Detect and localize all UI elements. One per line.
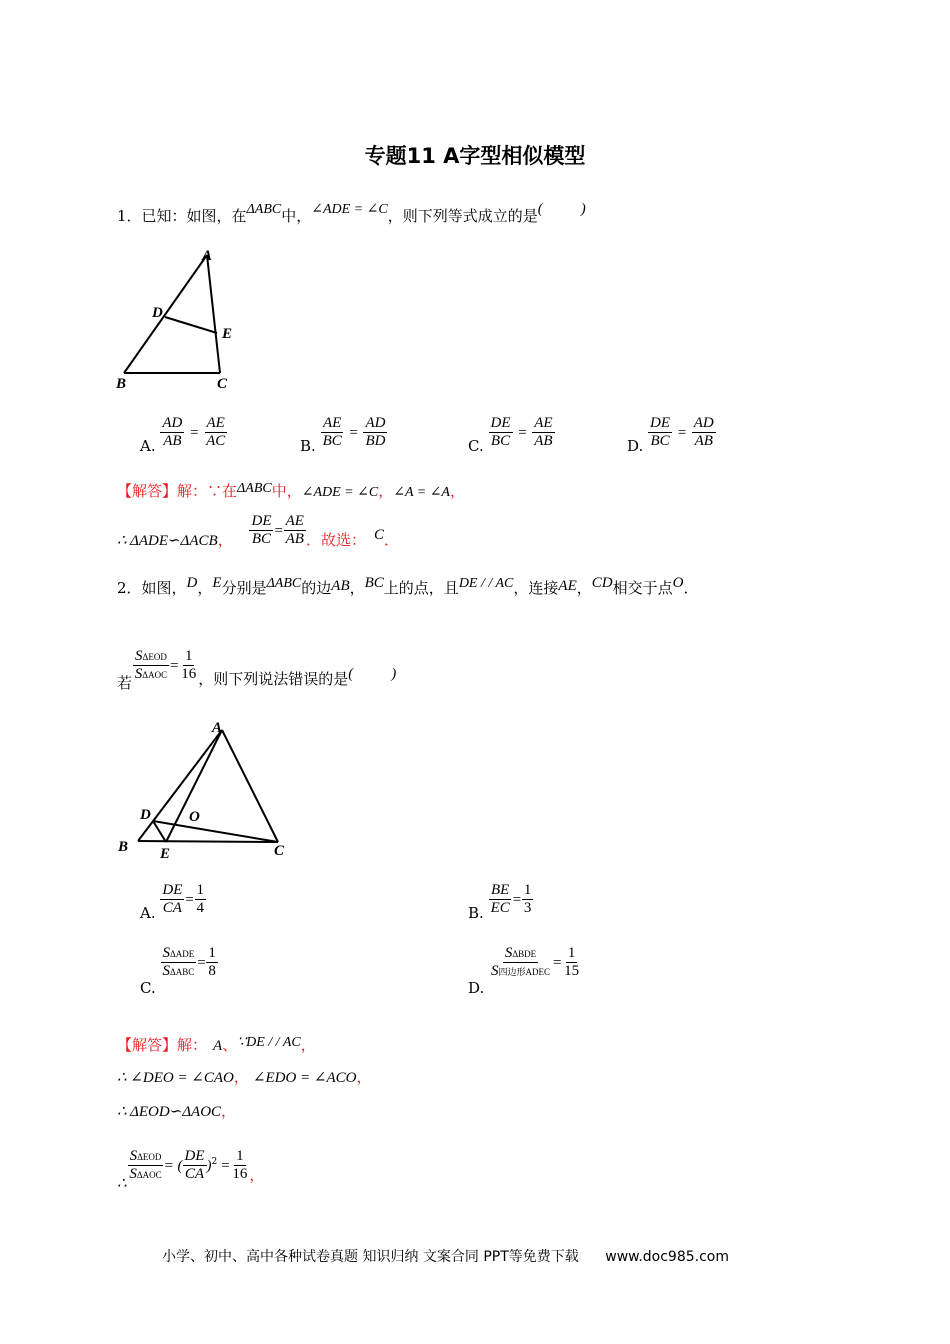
frac-den: 15 xyxy=(564,963,580,980)
q2-label-a: A xyxy=(212,720,223,736)
frac-den: BC xyxy=(251,531,272,548)
q2-point-o: O xyxy=(672,575,684,591)
area-sub: ΔADE xyxy=(170,949,195,959)
frac-num: AD xyxy=(692,415,716,433)
answer-similar: ∴ ΔEOD∽ΔAOC xyxy=(117,1104,222,1120)
option-letter: C. xyxy=(468,436,484,455)
equals: = xyxy=(676,424,687,441)
answer-comma: ， xyxy=(233,1068,249,1086)
frac-num: DE xyxy=(249,513,273,531)
q2-option-a[interactable] xyxy=(140,882,206,922)
answer-comma: ， xyxy=(300,1036,316,1054)
frac-den: AB xyxy=(534,433,553,450)
frac-den: CA xyxy=(162,900,182,917)
q2-segment-ab: AB xyxy=(331,578,350,594)
option-letter: B. xyxy=(300,436,316,455)
answer-triangle: ΔABC xyxy=(237,481,272,496)
frac-num: AD xyxy=(160,415,184,433)
q1-triangle: ΔABC xyxy=(246,202,282,217)
frac-num: DE xyxy=(648,415,672,433)
frac-den: AB xyxy=(694,433,713,450)
frac-num: BE xyxy=(489,882,511,900)
q1-answer-line2 xyxy=(117,513,399,549)
answer-zhong: 中， xyxy=(271,482,302,500)
frac-num: 1 xyxy=(195,882,207,900)
q2-label-o: O xyxy=(189,809,200,825)
frac-den: 4 xyxy=(196,900,205,917)
q1-stem xyxy=(117,201,586,226)
frac-num: AE xyxy=(321,415,343,433)
q2-ruo: 若 xyxy=(117,673,133,692)
answer-end: ． xyxy=(383,530,399,549)
q1-option-b[interactable] xyxy=(300,415,387,455)
option-letter: B. xyxy=(468,903,484,922)
area-s: S xyxy=(491,963,499,980)
q1-label-d: D xyxy=(152,305,163,321)
q1-suffix: ，则下列等式成立的是 xyxy=(387,207,538,225)
option-letter: D. xyxy=(468,978,485,997)
q1-label-c: C xyxy=(217,376,228,392)
answer-choice: C xyxy=(373,526,384,543)
q1-prefix: 1．已知：如图，在 xyxy=(117,207,247,225)
q1-angle-condition: ∠ADE = ∠C xyxy=(311,202,388,217)
frac-num: AE xyxy=(205,415,227,433)
answer-because: ∵DE / / AC xyxy=(237,1035,301,1050)
equals: = xyxy=(273,522,284,539)
q2-paren-open: ( xyxy=(348,665,354,682)
frac-den: BC xyxy=(490,433,511,450)
footer xyxy=(162,1246,729,1266)
area-sub: ΔEOD xyxy=(137,1152,162,1162)
answer-comma: ， xyxy=(378,482,394,500)
answer-comma: ， xyxy=(217,530,233,549)
q2-answer-line3 xyxy=(117,1100,236,1121)
equals: = xyxy=(169,657,180,674)
q1-option-d[interactable] xyxy=(627,415,716,455)
q2-option-b[interactable] xyxy=(468,882,533,922)
frac-den: 3 xyxy=(523,900,532,917)
answer-angle2: ∠A = ∠A xyxy=(393,485,450,500)
q2-text: 上的点，且 xyxy=(383,579,459,597)
q2-text: ， xyxy=(197,579,213,597)
q2-point-d: D xyxy=(186,575,198,591)
q1-option-c[interactable] xyxy=(468,415,555,455)
area-sub: ΔABC xyxy=(170,967,195,978)
q2-label-b: B xyxy=(118,839,129,855)
frac-den: CA xyxy=(184,1166,205,1183)
equals: = xyxy=(184,891,195,908)
option-letter: A. xyxy=(140,903,156,922)
frac-den: AB xyxy=(285,531,304,548)
q2-option-c[interactable] xyxy=(140,945,218,997)
frac-den: BC xyxy=(322,433,342,450)
frac-den: 16 xyxy=(232,1166,248,1183)
answer-jie: 解： xyxy=(177,482,208,500)
area-sub: 四边形ADEC xyxy=(498,967,551,978)
q2-text: ， xyxy=(349,579,365,597)
q2-parallel: DE / / AC xyxy=(458,576,514,591)
frac-num: AE xyxy=(532,415,554,433)
q2-segment-ae: AE xyxy=(558,578,577,594)
answer-tag: 【解答】 xyxy=(117,482,178,500)
q1-label-b: B xyxy=(116,376,127,392)
frac-den: AC xyxy=(206,433,226,450)
answer-comma: ， xyxy=(356,1068,372,1086)
q1-label-a: A xyxy=(202,248,213,264)
option-letter: A. xyxy=(140,436,156,455)
q2-text: 分别是 xyxy=(221,579,267,597)
q2-text: ． xyxy=(683,579,699,597)
area-sub: ΔAOC xyxy=(136,1170,162,1181)
area-s: S xyxy=(162,963,170,980)
answer-tag: 【解答】 xyxy=(117,1036,178,1054)
answer-comma: ， xyxy=(221,1102,237,1120)
equals: = xyxy=(348,424,359,441)
q2-answer-line1 xyxy=(117,1034,316,1055)
frac-den: 16 xyxy=(181,666,197,683)
frac-num: 1 xyxy=(183,648,195,666)
area-s: S xyxy=(504,945,513,961)
q2-text: 的边 xyxy=(301,579,332,597)
frac-num: AE xyxy=(284,513,306,531)
equals: = ( xyxy=(163,1157,183,1174)
answer-comma: ， xyxy=(249,1165,265,1184)
frac-num: 1 xyxy=(566,945,578,963)
frac-num: AD xyxy=(363,415,387,433)
frac-num: 1 xyxy=(522,882,534,900)
frac-den: BD xyxy=(365,433,386,450)
option-letter: C. xyxy=(140,978,156,997)
q2-segment-bc: BC xyxy=(364,575,384,591)
q2-label-c: C xyxy=(274,843,285,859)
answer-comma: ， xyxy=(449,482,465,500)
area-s: S xyxy=(129,1148,138,1164)
area-s: S xyxy=(135,648,143,664)
frac-num: DE xyxy=(489,415,513,433)
equals: = xyxy=(552,954,563,971)
q1-paren-close: ) xyxy=(580,201,586,217)
area-s: S xyxy=(129,1166,137,1183)
q2-option-d[interactable] xyxy=(468,945,581,997)
frac-num: DE xyxy=(183,1148,207,1166)
area-sub: ΔBDE xyxy=(512,949,537,959)
q2-answer-line2 xyxy=(117,1066,372,1087)
q2-condition xyxy=(117,648,397,692)
frac-den: AB xyxy=(163,433,182,450)
area-sub: ΔAOC xyxy=(142,670,168,681)
frac-den: EC xyxy=(490,900,510,917)
frac-den: 8 xyxy=(208,963,216,980)
answer-angle-eq: ∠EDO = ∠ACO xyxy=(252,1070,357,1086)
answer-letter: A xyxy=(213,1038,223,1054)
page-title: 专题11 A字型相似模型 xyxy=(364,144,586,168)
option-letter: D. xyxy=(627,436,644,455)
q2-stem xyxy=(117,577,698,598)
q1-triangle-figure xyxy=(110,245,250,395)
answer-guxuan: ．故选： xyxy=(305,530,366,549)
equals: = xyxy=(189,424,200,441)
answer-dun: 、 xyxy=(222,1036,238,1054)
q2-text: 2．如图， xyxy=(117,579,187,597)
area-s: S xyxy=(134,666,143,683)
q2-label-e: E xyxy=(160,846,171,862)
q1-label-e: E xyxy=(222,326,233,342)
exponent: 2 xyxy=(211,1156,218,1167)
frac-num: DE xyxy=(160,882,184,900)
equals: = xyxy=(196,954,207,971)
q2-triangle-figure xyxy=(110,715,300,865)
q1-mid: 中， xyxy=(281,207,312,225)
q2-point-e: E xyxy=(212,575,222,591)
q1-paren-open: ( xyxy=(537,201,543,217)
q2-paren-close: ) xyxy=(391,665,397,682)
q2-answer-line4 xyxy=(117,1148,265,1192)
q2-triangle: ΔABC xyxy=(266,576,302,591)
paren-close: ) xyxy=(206,1157,212,1174)
q2-text: ，则下列说法错误的是 xyxy=(198,669,349,688)
equals: = xyxy=(511,891,522,908)
q2-segment-cd: CD xyxy=(591,575,613,591)
q2-label-d: D xyxy=(140,807,151,823)
equals: = xyxy=(517,424,528,441)
answer-angle1: ∠ADE = ∠C xyxy=(301,485,379,500)
frac-num: 1 xyxy=(234,1148,246,1166)
answer-similar: ∴ ΔADE∽ΔACB xyxy=(117,532,218,549)
q1-answer-line1 xyxy=(117,480,465,501)
footer-site-link[interactable]: www.doc985.com xyxy=(605,1249,729,1265)
q1-option-a[interactable] xyxy=(140,415,227,455)
frac-num: 1 xyxy=(206,945,218,963)
area-sub: ΔEOD xyxy=(142,652,167,662)
frac-den: BC xyxy=(650,433,670,450)
answer-because: ∵在 xyxy=(207,482,238,500)
answer-jie: 解： xyxy=(177,1036,208,1054)
answer-therefore: ∴ xyxy=(117,1175,127,1192)
footer-text: 小学、初中、高中各种试卷真题 知识归纳 文案合同 PPT等免费下载 xyxy=(162,1249,579,1265)
q2-text: 相交于点 xyxy=(612,579,673,597)
equals: = xyxy=(220,1157,231,1174)
q2-text: ， xyxy=(576,579,592,597)
area-s: S xyxy=(162,945,170,961)
answer-angle-eq: ∴ ∠DEO = ∠CAO xyxy=(117,1070,234,1086)
q2-text: ，连接 xyxy=(513,579,559,597)
